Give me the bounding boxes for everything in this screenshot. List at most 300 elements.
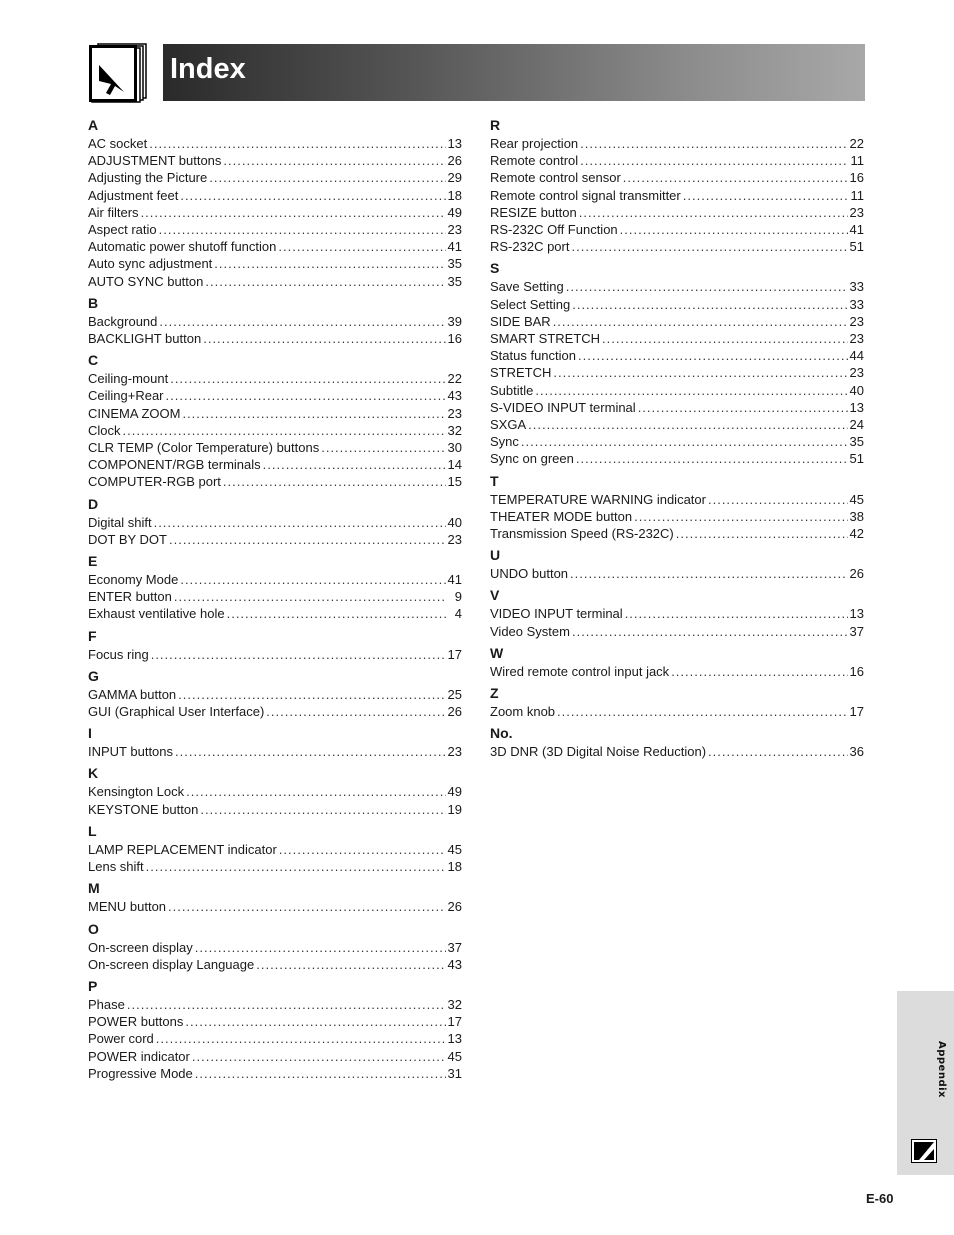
dot-leader [159,221,446,238]
index-entry [490,508,864,525]
entry-page: 26 [447,899,462,915]
index-entry [88,273,462,290]
index-section [490,259,864,467]
index-entry [88,605,462,622]
entry-term: Background [88,313,158,329]
entry-page: 32 [447,996,462,1012]
entry-page: 23 [849,365,864,381]
dot-leader [521,433,848,450]
entry-term: THEATER MODE button [490,508,633,524]
entry-page: 23 [447,744,462,760]
index-section [490,644,864,680]
section-letter: W [490,644,504,661]
dot-leader [553,364,847,381]
index-section [88,667,462,720]
entry-page: 41 [447,239,462,255]
index-section [88,116,462,290]
entry-term: POWER buttons [88,1014,184,1030]
dot-leader [205,273,445,290]
entry-page: 26 [849,566,864,582]
index-entry [88,686,462,703]
section-letter: U [490,547,501,564]
entry-term: S-VIDEO INPUT terminal [490,399,636,415]
index-section [88,495,462,548]
index-entry [88,514,462,531]
section-letter: S [490,260,500,277]
entry-term: CINEMA ZOOM [88,405,181,421]
dot-leader [566,278,848,295]
index-entry [88,439,462,456]
entry-page: 17 [447,1014,462,1030]
entry-page: 29 [447,170,462,186]
entry-page: 4 [454,606,462,622]
entry-page: 23 [849,313,864,329]
entry-page: 45 [447,1048,462,1064]
dot-leader [579,204,848,221]
dot-leader [127,996,446,1013]
entry-term: UNDO button [490,566,569,582]
entry-page: 36 [849,744,864,760]
dot-leader [170,370,445,387]
entry-page: 11 [850,187,864,203]
index-section [490,724,864,760]
section-letter: Z [490,685,499,702]
entry-page: 40 [447,514,462,530]
entry-page: 33 [849,279,864,295]
dot-leader [263,456,446,473]
entry-term: GUI (Graphical User Interface) [88,704,265,720]
appendix-arrow-icon [911,1139,937,1163]
entry-term: Clock [88,422,121,438]
dot-leader [154,514,446,531]
entry-page: 51 [849,239,864,255]
dot-leader [638,399,848,416]
index-entry [88,956,462,973]
index-entry [490,623,864,640]
dot-leader [571,238,847,255]
dot-leader [572,296,847,313]
dot-leader [708,491,848,508]
entry-page: 41 [447,572,462,588]
entry-page: 23 [447,222,462,238]
entry-term: Adjustment feet [88,187,179,203]
entry-page: 30 [447,440,462,456]
index-section [88,764,462,817]
section-letter: D [88,495,99,512]
entry-term: COMPUTER-RGB port [88,474,221,490]
index-entry [490,187,864,204]
entry-page: 38 [849,508,864,524]
entry-page: 23 [447,405,462,421]
entry-term: Transmission Speed (RS-232C) [490,526,674,542]
dot-leader [671,663,847,680]
entry-page: 11 [850,153,864,169]
section-letter: C [88,352,99,369]
index-section [490,472,864,543]
entry-page: 39 [447,313,462,329]
dot-leader [146,858,446,875]
index-entry [88,422,462,439]
entry-page: 37 [849,623,864,639]
index-entry [88,238,462,255]
dot-leader [192,1048,446,1065]
index-entry [88,313,462,330]
entry-page: 13 [849,606,864,622]
section-letter: M [88,880,100,897]
dot-leader [553,313,848,330]
entry-term: Remote control [490,153,579,169]
entry-page: 45 [849,491,864,507]
dot-leader [223,152,445,169]
entry-term: Exhaust ventilative hole [88,606,225,622]
section-letter: A [88,117,99,133]
entry-term: Wired remote control input jack [490,663,670,679]
section-letter: No. [490,725,513,742]
dot-leader [535,382,847,399]
entry-page: 32 [447,422,462,438]
index-entry [88,1065,462,1082]
index-entry [88,1030,462,1047]
entry-term: LAMP REPLACEMENT indicator [88,841,277,857]
entry-term: Subtitle [490,382,534,398]
dot-leader [141,204,446,221]
entry-page: 13 [849,399,864,415]
entry-term: AUTO SYNC button [88,273,204,289]
dot-leader [175,743,446,760]
appendix-side-tab [897,991,954,1175]
entry-term: Status function [490,348,576,364]
section-letter: R [490,117,501,133]
index-entry [88,387,462,404]
entry-term: SXGA [490,417,527,433]
entry-term: Remote control signal transmitter [490,187,681,203]
index-entry [88,1013,462,1030]
entry-page: 23 [447,531,462,547]
section-letter: K [88,765,99,782]
entry-term: Adjusting the Picture [88,170,208,186]
index-entry [490,525,864,542]
dot-leader [321,439,445,456]
dot-leader [580,135,847,152]
entry-page: 13 [447,136,462,151]
entry-term: Auto sync adjustment [88,256,213,272]
entry-term: Ceiling+Rear [88,388,164,404]
page-title: Index [170,53,246,85]
dot-leader [572,623,848,640]
index-section [88,879,462,915]
dot-leader [174,588,446,605]
dot-leader [186,783,445,800]
entry-term: GAMMA button [88,686,177,702]
section-letter: O [88,920,99,937]
index-column-right [490,115,864,764]
entry-page: 33 [849,296,864,312]
section-letter: P [88,977,98,994]
page-number: E-60 [866,1191,894,1206]
entry-page: 35 [447,256,462,272]
entry-page: 17 [447,646,462,662]
index-entry [490,605,864,622]
entry-term: Rear projection [490,136,579,151]
entry-page: 45 [447,841,462,857]
index-entry [88,456,462,473]
index-entry [88,646,462,663]
dot-leader [676,525,848,542]
dot-leader [223,473,446,490]
dot-leader [182,405,445,422]
index-entry [88,743,462,760]
entry-term: DOT BY DOT [88,531,167,547]
dot-leader [620,221,848,238]
entry-term: 3D DNR (3D Digital Noise Reduction) [490,744,707,760]
entry-term: Zoom knob [490,704,556,720]
index-entry [490,204,864,221]
index-entry [88,531,462,548]
entry-page: 26 [447,704,462,720]
entry-term: Automatic power shutoff function [88,239,277,255]
index-section [490,546,864,582]
entry-term: VIDEO INPUT terminal [490,606,623,622]
entry-term: SIDE BAR [490,313,551,329]
entry-page: 43 [447,388,462,404]
dot-leader [278,238,445,255]
entry-term: CLR TEMP (Color Temperature) buttons [88,440,320,456]
index-entry [490,152,864,169]
entry-term: MENU button [88,899,167,915]
entry-term: Save Setting [490,279,564,295]
index-entry [88,858,462,875]
dot-leader [570,565,847,582]
dot-leader [195,1065,446,1082]
entry-term: Focus ring [88,646,149,662]
entry-page: 15 [447,474,462,490]
index-entry [490,169,864,186]
index-entry [88,801,462,818]
entry-term: Remote control sensor [490,170,621,186]
entry-term: KEYSTONE button [88,801,199,817]
dot-leader [149,135,445,152]
entry-page: 35 [447,273,462,289]
title-bar [163,44,865,101]
entry-term: Ceiling-mount [88,371,169,387]
entry-term: RESIZE button [490,204,577,220]
entry-term: Select Setting [490,296,571,312]
entry-page: 24 [849,417,864,433]
index-entry [88,187,462,204]
entry-term: Video System [490,623,570,639]
index-entry [88,996,462,1013]
dot-leader [166,387,446,404]
index-section [88,552,462,623]
entry-term: ENTER button [88,589,172,605]
section-letter: G [88,667,99,684]
entry-term: Sync [490,434,519,450]
index-entry [88,255,462,272]
index-entry [490,382,864,399]
index-entry [88,221,462,238]
index-entry [490,347,864,364]
section-letter: I [88,725,92,742]
section-letter: T [490,472,499,489]
section-letter: L [88,822,97,839]
entry-page: 42 [849,526,864,542]
appendix-label: Appendix [936,1041,947,1098]
entry-term: On-screen display [88,939,193,955]
section-letter: F [88,627,97,644]
dot-leader [168,898,445,915]
entry-term: Lens shift [88,859,144,875]
dot-leader [123,422,446,439]
index-entry [490,743,864,760]
entry-term: ADJUSTMENT buttons [88,153,222,169]
dot-leader [227,605,446,622]
entry-page: 19 [447,801,462,817]
dot-leader [266,703,445,720]
entry-page: 23 [849,204,864,220]
entry-page: 51 [849,451,864,467]
index-entry [490,450,864,467]
index-entry [490,703,864,720]
dot-leader [200,801,445,818]
index-entry [490,221,864,238]
entry-term: SMART STRETCH [490,331,601,347]
entry-term: Kensington Lock [88,784,185,800]
dot-leader [178,686,445,703]
index-entry [490,663,864,680]
entry-term: Phase [88,996,125,1012]
index-entry [490,416,864,433]
entry-term: AC socket [88,136,148,151]
index-entry [490,433,864,450]
entry-term: RS-232C port [490,239,570,255]
dot-leader [623,169,848,186]
entry-term: RS-232C Off Function [490,222,618,238]
section-letter: E [88,553,98,570]
index-entry [490,313,864,330]
entry-page: 37 [447,939,462,955]
dot-leader [214,255,445,272]
entry-page: 23 [849,331,864,347]
entry-term: BACKLIGHT button [88,331,202,347]
dot-leader [185,1013,445,1030]
entry-page: 18 [447,187,462,203]
index-entry [88,135,462,152]
index-entry [88,783,462,800]
index-column-left [88,115,462,1086]
index-section [490,586,864,639]
entry-term: Economy Mode [88,572,179,588]
dot-leader [634,508,847,525]
dot-leader [602,330,848,347]
entry-page: 14 [447,457,462,473]
dot-leader [180,571,445,588]
index-entry [88,152,462,169]
dot-leader [195,939,446,956]
index-section [88,977,462,1082]
index-entry [88,939,462,956]
index-section [88,627,462,663]
entry-page: 16 [849,170,864,186]
entry-page: 41 [849,222,864,238]
entry-term: Digital shift [88,514,152,530]
entry-page: 35 [849,434,864,450]
entry-page: 18 [447,859,462,875]
entry-term: On-screen display Language [88,956,255,972]
entry-page: 31 [447,1065,462,1081]
entry-page: 22 [447,371,462,387]
entry-term: COMPONENT/RGB terminals [88,457,261,473]
index-entry [88,898,462,915]
dot-leader [708,743,848,760]
index-entry [88,370,462,387]
entry-page: 17 [849,704,864,720]
section-letter: V [490,587,500,604]
index-section [490,684,864,720]
dot-leader [151,646,446,663]
dot-leader [203,330,445,347]
dot-leader [625,605,848,622]
dot-leader [209,169,445,186]
dot-leader [169,531,446,548]
dot-leader [578,347,848,364]
index-entry [490,565,864,582]
index-entry [88,703,462,720]
index-section [490,116,864,255]
dot-leader [576,450,848,467]
index-entry [88,1048,462,1065]
index-entry [490,296,864,313]
entry-term: Air filters [88,204,139,220]
index-section [88,294,462,347]
entry-term: Sync on green [490,451,574,467]
index-entry [88,588,462,605]
index-entry [490,278,864,295]
dot-leader [156,1030,446,1047]
index-section [88,822,462,875]
index-entry [490,135,864,152]
index-entry [88,841,462,858]
index-entry [88,571,462,588]
entry-term: STRETCH [490,365,552,381]
index-entry [490,491,864,508]
entry-term: POWER indicator [88,1048,190,1064]
entry-page: 44 [849,348,864,364]
index-entry [88,330,462,347]
index-section [88,920,462,973]
document-stack-icon [88,43,148,103]
entry-page: 26 [447,153,462,169]
entry-page: 22 [849,136,864,151]
dot-leader [557,703,847,720]
entry-term: INPUT buttons [88,744,174,760]
index-entry [88,473,462,490]
dot-leader [159,313,445,330]
entry-page: 40 [849,382,864,398]
entry-term: TEMPERATURE WARNING indicator [490,491,706,507]
entry-page: 16 [447,331,462,347]
dot-leader [683,187,848,204]
entry-term: Progressive Mode [88,1065,193,1081]
index-entry [490,238,864,255]
entry-page: 25 [447,686,462,702]
entry-page: 13 [447,1031,462,1047]
dot-leader [279,841,446,858]
entry-page: 49 [447,784,462,800]
entry-page: 49 [447,204,462,220]
entry-page: 16 [849,663,864,679]
entry-term: Power cord [88,1031,154,1047]
index-section [88,724,462,760]
